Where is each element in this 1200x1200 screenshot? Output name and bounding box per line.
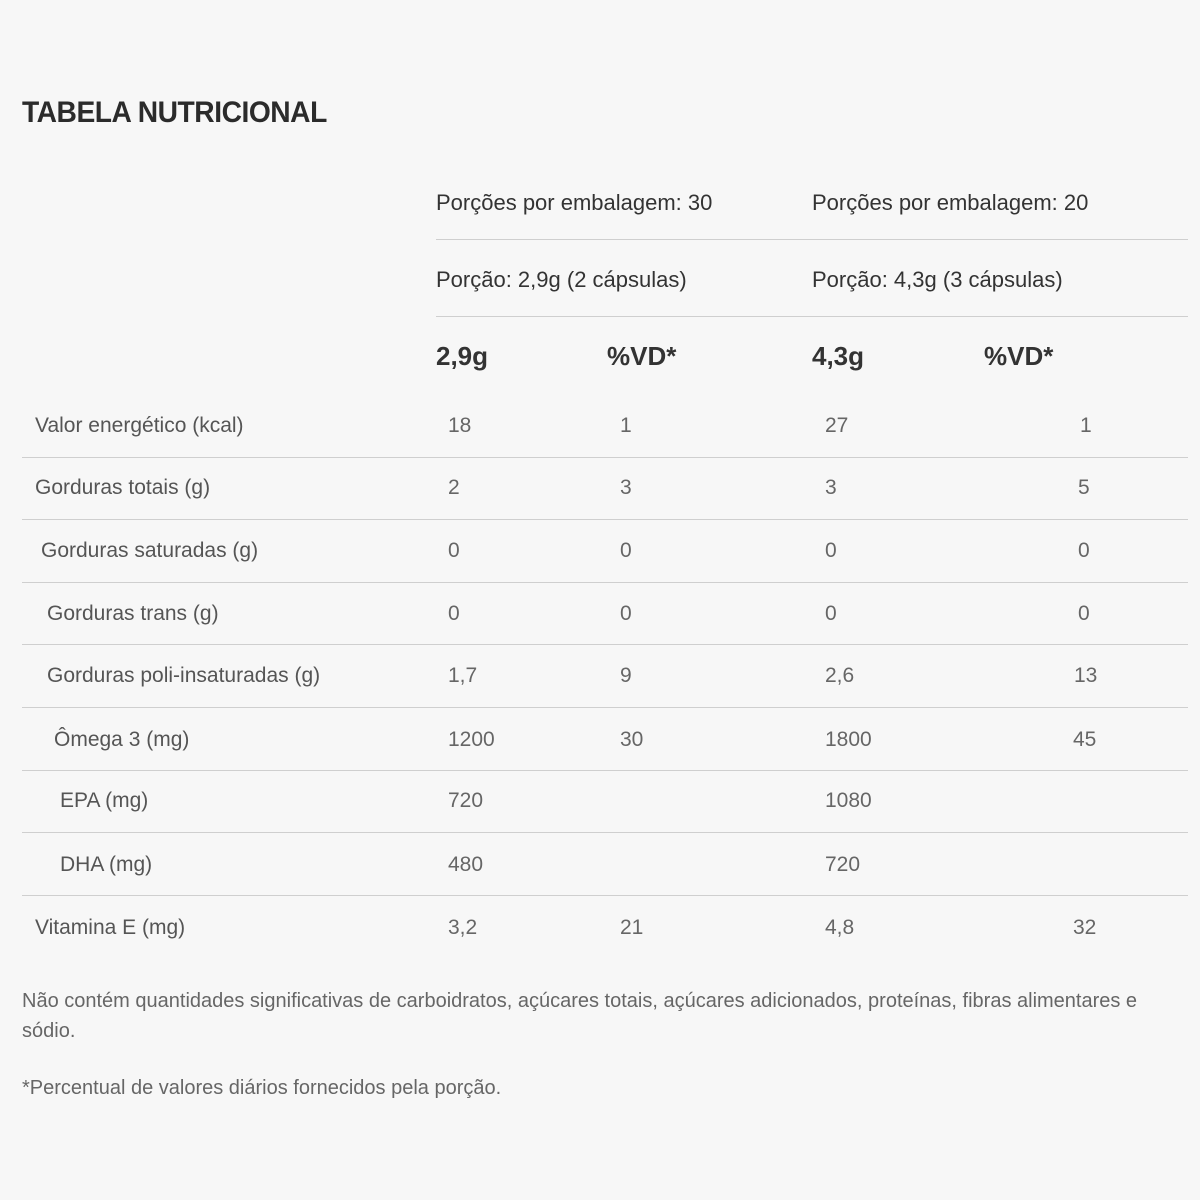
row-divider xyxy=(22,644,1188,645)
cell-amount-1: 480 xyxy=(448,853,484,876)
row-label: Gorduras totais (g) xyxy=(35,476,211,499)
cell-amount-2: 0 xyxy=(825,602,837,625)
cell-amount-1: 3,2 xyxy=(448,916,478,939)
cell-amount-1: 18 xyxy=(448,414,472,437)
cell-dv-1: 30 xyxy=(620,728,644,751)
cell-amount-1: 0 xyxy=(448,539,460,562)
row-label: Vitamina E (mg) xyxy=(35,916,186,939)
cell-amount-2: 3 xyxy=(825,476,837,499)
footnote-dv: *Percentual de valores diários fornecidos pela porção. xyxy=(22,1077,502,1099)
row-label: DHA (mg) xyxy=(60,853,153,876)
cell-amount-2: 1800 xyxy=(825,728,872,751)
cell-amount-2: 0 xyxy=(825,539,837,562)
page-title: TABELA NUTRICIONAL xyxy=(22,96,327,129)
cell-amount-2: 1080 xyxy=(825,789,872,812)
cell-dv-2: 0 xyxy=(1078,602,1090,625)
cell-dv-1: 0 xyxy=(620,602,632,625)
cell-dv-2: 0 xyxy=(1078,539,1090,562)
column-header-amount-1: 2,9g xyxy=(436,341,489,371)
cell-amount-1: 1200 xyxy=(448,728,495,751)
column-header-amount-2: 4,3g xyxy=(812,341,865,371)
servings-per-package-2: Porções por embalagem: 20 xyxy=(812,190,1089,215)
cell-amount-1: 2 xyxy=(448,476,460,499)
row-divider xyxy=(22,707,1188,708)
row-label: Gorduras poli-insaturadas (g) xyxy=(47,664,321,687)
cell-dv-1: 3 xyxy=(620,476,632,499)
cell-amount-1: 720 xyxy=(448,789,484,812)
cell-dv-2: 1 xyxy=(1080,414,1092,437)
column-header-dv-2: %VD* xyxy=(984,341,1054,371)
cell-dv-2: 5 xyxy=(1078,476,1090,499)
cell-dv-1: 0 xyxy=(620,539,632,562)
row-divider xyxy=(22,895,1188,896)
cell-dv-2: 32 xyxy=(1073,916,1097,939)
row-divider xyxy=(22,519,1188,520)
row-divider xyxy=(22,457,1188,458)
cell-amount-2: 27 xyxy=(825,414,849,437)
column-header-dv-1: %VD* xyxy=(607,341,677,371)
cell-amount-2: 4,8 xyxy=(825,916,855,939)
footnote-not-significant: Não contém quantidades significativas de carboidratos, açúcares totais, açúcares adicionados, proteínas, fibras alimentares e sódio. xyxy=(22,990,1138,1042)
cell-amount-1: 0 xyxy=(448,602,460,625)
cell-dv-1: 21 xyxy=(620,916,644,939)
row-divider xyxy=(22,770,1188,771)
row-divider xyxy=(22,582,1188,583)
serving-size-1: Porção: 2,9g (2 cápsulas) xyxy=(436,267,687,292)
cell-dv-1: 9 xyxy=(620,664,632,687)
cell-dv-1: 1 xyxy=(620,414,632,437)
cell-amount-2: 720 xyxy=(825,853,861,876)
cell-dv-2: 45 xyxy=(1073,728,1097,751)
row-label: Valor energético (kcal) xyxy=(35,414,244,437)
header-divider xyxy=(436,316,1188,317)
cell-dv-2: 13 xyxy=(1074,664,1098,687)
row-label: Gorduras saturadas (g) xyxy=(41,539,259,562)
row-label: Gorduras trans (g) xyxy=(47,602,219,625)
cell-amount-1: 1,7 xyxy=(448,664,478,687)
row-divider xyxy=(22,832,1188,833)
row-label: EPA (mg) xyxy=(60,789,149,812)
cell-amount-2: 2,6 xyxy=(825,664,855,687)
servings-per-package-1: Porções por embalagem: 30 xyxy=(436,190,713,215)
header-divider xyxy=(436,239,1188,240)
row-label: Ômega 3 (mg) xyxy=(54,728,190,751)
serving-size-2: Porção: 4,3g (3 cápsulas) xyxy=(812,267,1063,292)
